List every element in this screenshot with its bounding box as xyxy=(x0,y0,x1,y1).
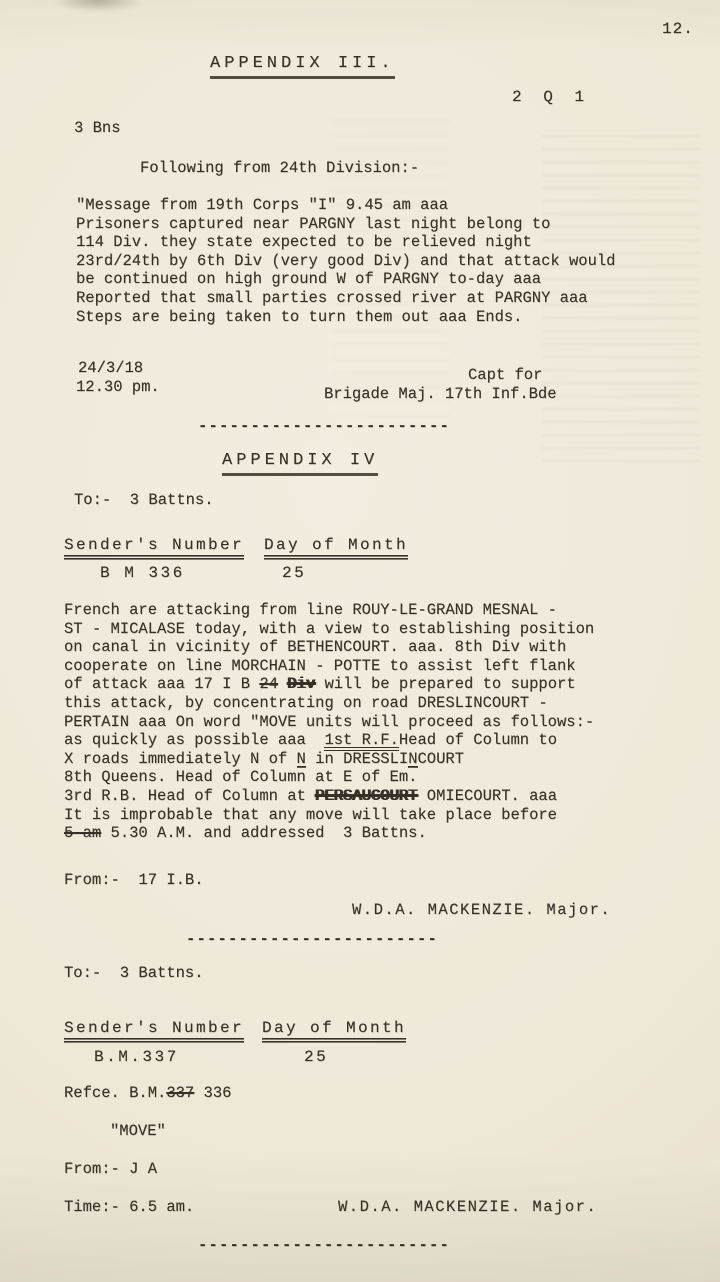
text-segment: Reported that small parties crossed river at PARGNY aaa xyxy=(76,288,588,307)
appendix4-from-line: From:- 17 I.B. xyxy=(64,871,204,889)
text-line xyxy=(64,731,594,750)
day-of-month-value: 25 xyxy=(282,564,307,582)
text-segment-strike2: PERSAUCOURT xyxy=(315,786,418,805)
text-segment: It is improbable that any move will take place before xyxy=(64,805,557,824)
message2-time-line: Time:- 6.5 am. xyxy=(64,1198,195,1216)
appendix4-to-line: To:- 3 Battns. xyxy=(74,491,214,509)
page-number: 12. xyxy=(662,20,694,38)
text-segment xyxy=(278,675,287,693)
text-segment: ST - MICALASE today, with a view to establishing position xyxy=(64,619,595,638)
text-segment: Steps are being taken to turn them out aaa Ends. xyxy=(76,307,523,326)
text-segment: "Message from 19th Corps "I" 9.45 am aaa xyxy=(76,196,449,214)
text-segment: this attack, by concentrating on road DRESLINCOURT - xyxy=(64,693,548,712)
appendix4-title: APPENDIX IV xyxy=(222,452,378,476)
text-segment: cooperate on line MORCHAIN - POTTE to assist left flank xyxy=(64,656,576,675)
day-of-month-header: Day of Month xyxy=(262,1019,406,1043)
text-segment-u: N xyxy=(296,749,306,768)
appendix3-message-body xyxy=(76,196,616,326)
appendix4-signature: W.D.A. MACKENZIE. Major. xyxy=(352,901,612,919)
text-line xyxy=(76,308,616,327)
appendix3-reference: 2 Q 1 xyxy=(512,88,591,106)
text-segment: as quickly as possible aaa xyxy=(64,731,325,750)
senders-number-header: Sender's Number xyxy=(64,1019,244,1043)
appendix3-date: 24/3/18 xyxy=(78,359,144,377)
text-segment: COURT xyxy=(417,749,465,768)
text-line xyxy=(76,233,616,252)
text-segment: Head of Column to xyxy=(398,731,558,750)
message2-from-line: From:- J A xyxy=(64,1160,158,1178)
text-segment: 3rd R.B. Head of Column at xyxy=(64,786,316,805)
separator-line: ------------------------ xyxy=(186,930,439,948)
message2-codeword: "MOVE" xyxy=(110,1122,166,1140)
appendix3-addressee: 3 Bns xyxy=(74,119,121,137)
text-segment-u: N xyxy=(408,749,418,768)
text-line xyxy=(64,750,594,769)
text-line xyxy=(64,657,594,676)
paper-smudge xyxy=(52,0,144,12)
text-segment-strike2: Div xyxy=(287,675,316,694)
text-line xyxy=(64,1084,231,1103)
text-segment: French are attacking from line ROUY-LE-GRAND MESNAL - xyxy=(64,601,557,619)
text-segment: of attack aaa 17 I B xyxy=(64,675,260,694)
text-segment: on canal in vicinity of BETHENCOURT. aaa. 8th Div with xyxy=(64,638,567,657)
senders-number-value: B M 336 xyxy=(100,564,185,582)
text-segment: be continued on high ground W of PARGNY to-day aaa xyxy=(76,270,542,289)
text-segment-strike: 24 xyxy=(259,675,278,694)
text-line xyxy=(76,270,616,289)
text-line xyxy=(64,675,594,694)
text-segment-uu: 1st R.F. xyxy=(324,731,399,750)
text-line xyxy=(64,694,594,713)
appendix4-message-body xyxy=(64,601,594,843)
senders-number-value: B.M.337 xyxy=(94,1048,179,1066)
text-segment: 23rd/24th by 6th Div (very good Div) and that attack would xyxy=(76,251,616,270)
text-line xyxy=(76,215,616,234)
text-line xyxy=(76,252,616,271)
appendix3-title: APPENDIX III. xyxy=(210,55,395,79)
text-segment-strike: 337 xyxy=(166,1084,195,1102)
day-of-month-header: Day of Month xyxy=(264,536,408,560)
appendix3-time: 12.30 pm. xyxy=(76,378,160,396)
text-line xyxy=(64,713,594,732)
message2-signature: W.D.A. MACKENZIE. Major. xyxy=(338,1198,598,1216)
text-segment-strike: 5-am xyxy=(64,824,102,843)
text-segment: 5.30 A.M. and addressed 3 Battns. xyxy=(101,824,427,843)
separator-line: ------------------------ xyxy=(198,1236,451,1254)
separator-line: ------------------------ xyxy=(198,417,451,435)
text-segment: X roads immediately N of xyxy=(64,749,297,768)
text-segment: 336 xyxy=(194,1084,232,1102)
text-line xyxy=(64,824,594,843)
message2-reference-line xyxy=(64,1084,231,1103)
text-segment: PERTAIN aaa On word "MOVE units will proceed as follows:- xyxy=(64,712,595,731)
text-line xyxy=(64,638,594,657)
text-segment: OMIECOURT. aaa xyxy=(417,786,558,805)
text-segment: will be prepared to support xyxy=(315,675,576,694)
appendix3-intro: Following from 24th Division:- xyxy=(140,159,420,177)
text-line xyxy=(64,601,594,620)
message2-to-line: To:- 3 Battns. xyxy=(64,964,204,982)
day-of-month-value: 25 xyxy=(304,1048,329,1066)
text-line xyxy=(76,289,616,308)
text-segment: 114 Div. they state expected to be relieved night xyxy=(76,233,532,252)
text-line xyxy=(64,806,594,825)
text-line xyxy=(64,768,594,787)
text-line xyxy=(76,196,616,215)
text-line xyxy=(64,787,594,806)
text-segment: Refce. B.M. xyxy=(64,1084,167,1102)
appendix3-signoff-rank: Capt for xyxy=(468,366,543,384)
text-segment: Prisoners captured near PARGNY last night belong to xyxy=(76,214,551,233)
text-line xyxy=(64,620,594,639)
appendix3-signoff-unit: Brigade Maj. 17th Inf.Bde xyxy=(324,385,557,403)
senders-number-header: Sender's Number xyxy=(64,536,244,560)
text-segment: 8th Queens. Head of Column at E of Em. xyxy=(64,768,418,787)
text-segment: in DRESSLI xyxy=(305,749,409,768)
